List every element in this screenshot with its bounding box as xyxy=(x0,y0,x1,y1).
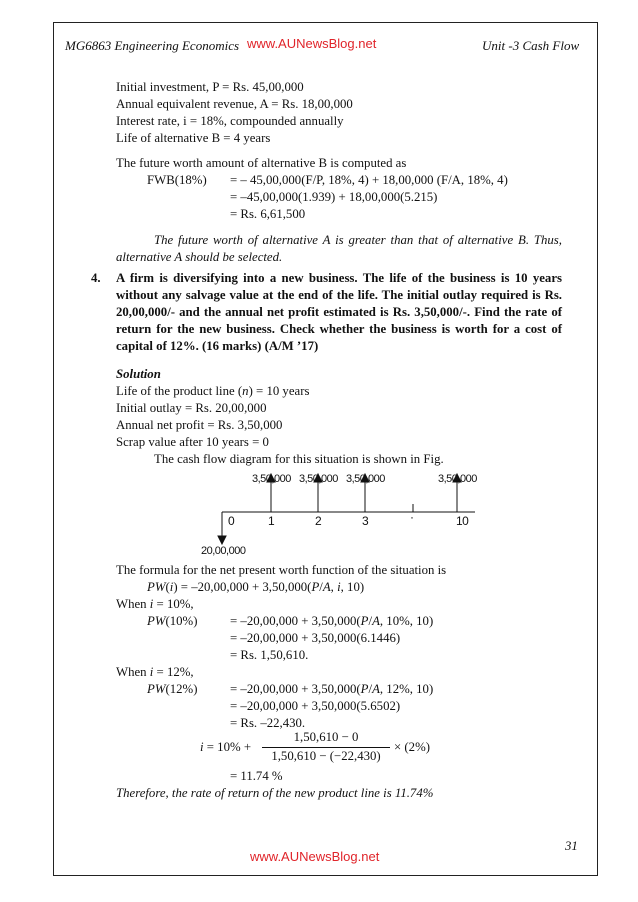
solution-life: Life of the product line (n) = 10 years xyxy=(116,384,310,398)
header-watermark[interactable]: www.AUNewsBlog.net xyxy=(247,36,377,51)
given-line: Life of alternative B = 4 years xyxy=(116,131,271,145)
pw-formula: PW(i) = –20,00,000 + 3,50,000(P/A, i, 10) xyxy=(147,580,365,594)
solution-outlay: Initial outlay = Rs. 20,00,000 xyxy=(116,401,267,415)
period-label: · xyxy=(410,510,414,524)
solution-scrap: Scrap value after 10 years = 0 xyxy=(116,435,269,449)
solution-heading: Solution xyxy=(116,367,161,381)
period-label: 10 xyxy=(456,514,469,528)
given-line: Annual equivalent revenue, A = Rs. 18,00,000 xyxy=(116,97,353,111)
inflow-label: 3,50,000 xyxy=(299,473,338,485)
pw12-line: = –20,00,000 + 3,50,000(P/A, 12%, 10) xyxy=(230,682,434,696)
inflow-label: 3,50,000 xyxy=(252,473,291,485)
pw10-result: = Rs. 1,50,610. xyxy=(230,648,309,662)
fw-line: = – 45,00,000(F/P, 18%, 4) + 18,00,000 (F/A, 18%, 4) xyxy=(230,173,508,187)
inflow-label: 3,50,000 xyxy=(438,473,477,485)
header-course: MG6863 Engineering Economics xyxy=(65,38,240,53)
irr-multiplier: × (2%) xyxy=(394,740,430,754)
diagram-intro: The cash flow diagram for this situation is shown in Fig. xyxy=(154,452,444,466)
footer-watermark[interactable]: www.AUNewsBlog.net xyxy=(250,849,380,864)
outflow-arrow-head xyxy=(218,536,226,544)
irr-lhs: i = 10% + xyxy=(200,740,252,754)
irr-result: = 11.74 % xyxy=(230,769,283,783)
period-label: 3 xyxy=(362,514,369,528)
period-label: 0 xyxy=(228,514,235,528)
fw-intro: The future worth amount of alternative B is computed as xyxy=(116,156,407,170)
given-line: Interest rate, i = 18%, compounded annually xyxy=(116,114,344,128)
pw10-label: PW(10%) xyxy=(147,614,198,628)
pw12-result: = Rs. –22,430. xyxy=(230,716,306,730)
question-number: 4. xyxy=(91,271,101,285)
pw10-line: = –20,00,000 + 3,50,000(6.1446) xyxy=(230,631,401,645)
fw-result: = Rs. 6,61,500 xyxy=(230,207,306,221)
fw-label: FWB(18%) xyxy=(147,173,207,187)
final-conclusion: Therefore, the rate of return of the new product line is 11.74% xyxy=(116,786,434,800)
question-text: A firm is diversifying into a new business. The life of the business is 10 years without any salvage value at the end of the life. The initial outlay required is Rs. 20,00,000/- and the annual net profit estimated is Rs. 3,50,000/-. Find the rate of return for the new business. Check whether the business is worth for a cost of capital of 12%. (16 marks) (A/M ’17) xyxy=(116,271,562,353)
pw10-line: = –20,00,000 + 3,50,000(P/A, 10%, 10) xyxy=(230,614,434,628)
when-i-10: When i = 10%, xyxy=(116,597,194,611)
inflow-label: 3,50,000 xyxy=(346,473,385,485)
conclusion-alt-a: The future worth of alternative A is greater than that of alternative B. Thus, alternative A should be selected. xyxy=(116,233,562,264)
period-label: 2 xyxy=(315,514,322,528)
fraction-bar xyxy=(262,747,390,748)
outflow-label: 20,00,000 xyxy=(201,545,246,557)
solution-profit: Annual net profit = Rs. 3,50,000 xyxy=(116,418,283,432)
period-label: 1 xyxy=(268,514,275,528)
pw12-label: PW(12%) xyxy=(147,682,198,696)
pw-intro: The formula for the net present worth function of the situation is xyxy=(116,563,447,577)
pw12-line: = –20,00,000 + 3,50,000(5.6502) xyxy=(230,699,401,713)
fw-line: = –45,00,000(1.939) + 18,00,000(5.215) xyxy=(230,190,438,204)
irr-denominator: 1,50,610 − (−22,430) xyxy=(271,749,381,763)
page-number: 31 xyxy=(565,839,578,853)
irr-numerator: 1,50,610 − 0 xyxy=(293,730,359,744)
when-i-12: When i = 12%, xyxy=(116,665,194,679)
header-unit: Unit -3 Cash Flow xyxy=(482,38,580,53)
given-line: Initial investment, P = Rs. 45,00,000 xyxy=(116,80,304,94)
